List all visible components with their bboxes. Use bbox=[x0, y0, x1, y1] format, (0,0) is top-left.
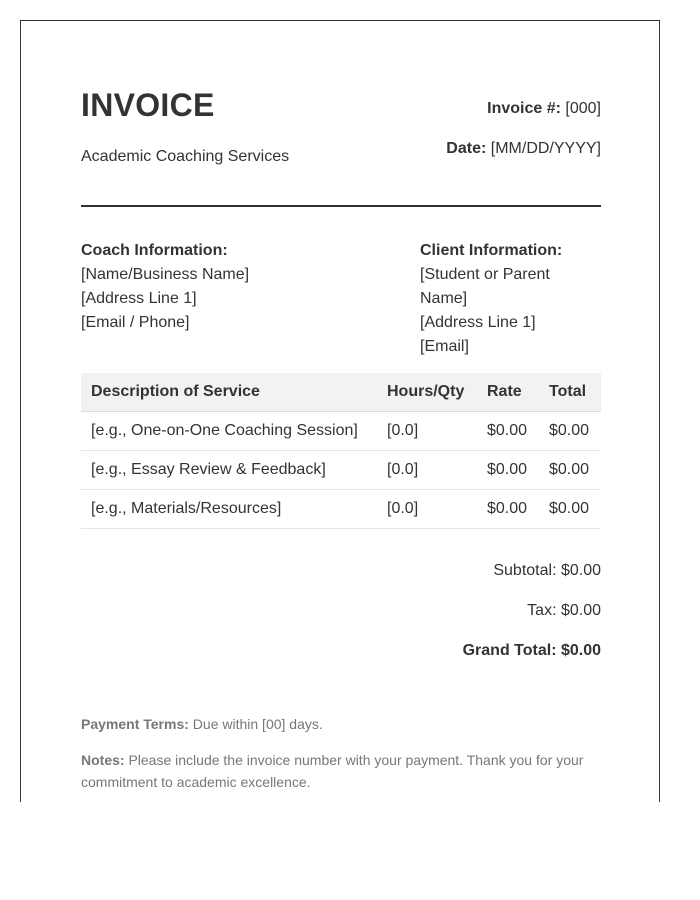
row-rate: $0.00 bbox=[477, 412, 539, 451]
invoice-title: INVOICE bbox=[81, 87, 215, 123]
header-divider bbox=[81, 205, 601, 207]
row-rate: $0.00 bbox=[477, 490, 539, 529]
payment-terms-label: Payment Terms: bbox=[81, 716, 189, 732]
payment-terms-text: Due within [00] days. bbox=[188, 716, 323, 732]
invoice-sheet bbox=[20, 20, 660, 802]
invoice-subtitle: Academic Coaching Services bbox=[81, 148, 290, 165]
header-description: Description of Service bbox=[81, 373, 377, 412]
payment-terms bbox=[81, 713, 601, 735]
header-hours-qty: Hours/Qty bbox=[377, 373, 477, 412]
services-table bbox=[81, 373, 601, 529]
coach-line: [Name/Business Name] bbox=[81, 266, 250, 283]
invoice-date-value: [MM/DD/YYYY] bbox=[490, 140, 601, 157]
invoice-number-value: [000] bbox=[565, 100, 601, 117]
invoice-number bbox=[487, 99, 601, 119]
client-information bbox=[420, 239, 601, 359]
client-line: [Address Line 1] bbox=[420, 314, 536, 331]
notes-text: Please include the invoice number with your payment. Thank you for your commitment to academic excellence. bbox=[81, 752, 584, 790]
row-description: [e.g., Materials/Resources] bbox=[81, 490, 377, 529]
subtotal: Subtotal: $0.00 bbox=[493, 562, 601, 579]
coach-line: [Address Line 1] bbox=[81, 290, 197, 307]
row-rate: $0.00 bbox=[477, 451, 539, 490]
coach-heading: Coach Information: bbox=[81, 242, 228, 259]
row-total: $0.00 bbox=[539, 412, 601, 451]
invoice-date bbox=[446, 139, 601, 159]
row-description: [e.g., One-on-One Coaching Session] bbox=[81, 412, 377, 451]
table-row bbox=[81, 490, 601, 529]
client-line: [Email] bbox=[420, 338, 469, 355]
header-rate: Rate bbox=[477, 373, 539, 412]
row-total: $0.00 bbox=[539, 490, 601, 529]
grand-total: Grand Total: $0.00 bbox=[462, 642, 601, 659]
coach-information bbox=[81, 239, 249, 335]
header-total: Total bbox=[539, 373, 601, 412]
table-row bbox=[81, 412, 601, 451]
client-heading: Client Information: bbox=[420, 242, 563, 259]
notes-label: Notes: bbox=[81, 752, 125, 768]
row-description: [e.g., Essay Review & Feedback] bbox=[81, 451, 377, 490]
notes bbox=[81, 749, 601, 793]
row-hours-qty: [0.0] bbox=[377, 451, 477, 490]
table-row bbox=[81, 451, 601, 490]
coach-line: [Email / Phone] bbox=[81, 314, 190, 331]
row-hours-qty: [0.0] bbox=[377, 490, 477, 529]
client-line: [Student or Parent Name] bbox=[420, 266, 550, 307]
table-header-row bbox=[81, 373, 601, 412]
row-total: $0.00 bbox=[539, 451, 601, 490]
invoice-date-label: Date: bbox=[446, 140, 487, 157]
row-hours-qty: [0.0] bbox=[377, 412, 477, 451]
invoice-number-label: Invoice #: bbox=[487, 100, 561, 117]
tax: Tax: $0.00 bbox=[527, 602, 601, 619]
